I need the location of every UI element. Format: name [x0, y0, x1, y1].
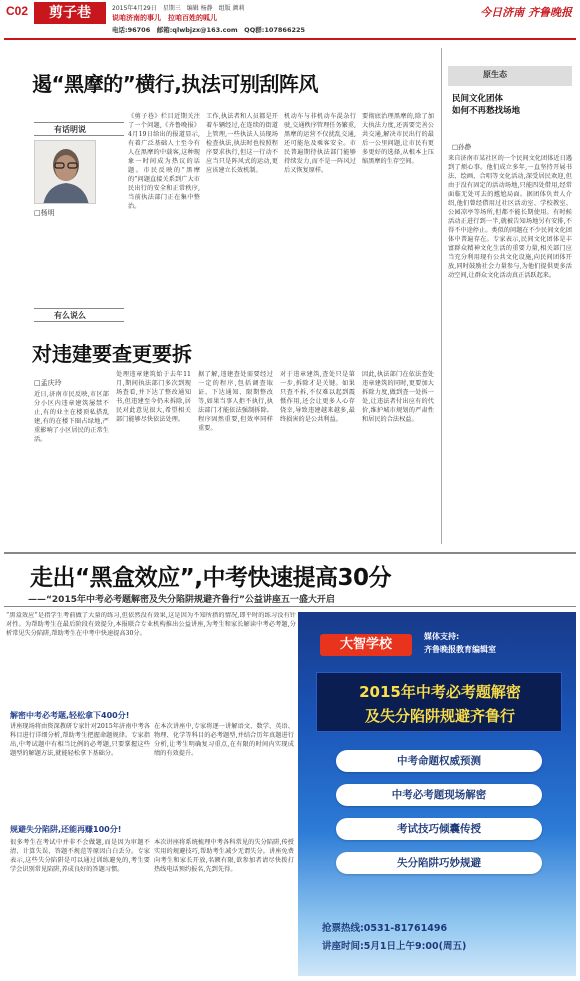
article2-column-3: 据了解,违建查处需要经过一定的程序,包括调查取证、下达通知、限期整改等,如果当事人拒不执行,执法部门才能依法强制拆除。程序固然重要,但效率同样重要。 [198, 371, 273, 432]
sidebar-tag [448, 66, 572, 86]
ad-section1-column-1: 讲座现场将由资深教研专家针对2015年济南中考各科目进行详细分析,帮助考生把握命题规律。专家指出,中考试题中有相当比例的必考题,只要掌握这些题型的解题方法,就能轻松拿下基础分。 [10, 723, 150, 757]
poster-headline-line1: 2015年中考必考题解密 [359, 683, 521, 701]
newspaper-logo: 今日济南 齐鲁晚报 [480, 6, 572, 19]
ad-section1-title: 解密中考必考题,轻松拿下400分! [10, 711, 130, 720]
poster-feature-3: 考试技巧倾囊传授 [336, 818, 542, 840]
article2-tag-label: 有么说么 [54, 311, 86, 320]
article1-column-2: 工作,执法者和人员都是开着车辆经过,在连续的街道上管理,一些执法人员现场检查执法,执法时也按照程序要求执行,但这一行动不应当只是阵风式的运动,更应该建立长效机制。 [206, 113, 278, 174]
header-rule [4, 38, 576, 40]
ad-sub-rule [4, 606, 576, 607]
article1-tag [34, 122, 124, 136]
column-name: 剪子巷 [34, 2, 106, 24]
poster-feature-1: 中考命题权威预测 [336, 750, 542, 772]
column-slogan: 说咱济南的事儿 拉咱百姓的呱儿 [112, 14, 217, 22]
article2-column-4: 对于违章建筑,查处只是第一步,拆除才是关键。如果只查不拆,不仅难以起到震慑作用,还会让更多人心存侥幸,导致违建越来越多,最终损害的是公共利益。 [280, 371, 355, 423]
school-logo: 大智学校 [320, 634, 412, 656]
article1-tag-label: 有话明说 [54, 125, 86, 134]
author-portrait-icon [35, 141, 96, 204]
article2-column-2: 处理违章建筑始于去年11月,期间执法部门多次到现场查看,并下达了整改通知书,但违建至今仍未拆除,居民对此意见很大,希望相关部门能够尽快依法处理。 [116, 371, 191, 423]
contact-info: 电话:96706 邮箱:qlwbjzx@163.com QQ群:107866225 [112, 26, 306, 34]
media-support-label: 媒体支持: [424, 632, 460, 641]
sidebar-author: □孙静 [452, 143, 472, 151]
media-support-name: 齐鲁晚报教育编辑室 [424, 645, 496, 654]
ad-section1-column-2: 在本次讲座中,专家将逐一讲解语文、数学、英语、物理、化学等科目的必考题型,并结合历年真题进行分析,让考生明确复习重点,在有限的时间内实现成绩的有效提升。 [154, 723, 294, 757]
ticket-hotline: 抢票热线:0531-81761496 [322, 923, 448, 934]
lecture-time: 讲座时间:5月1日上午9:00(周五) [322, 941, 467, 952]
ad-lead-paragraph: “黑盒效应”是指学生考前做了大量的练习,但依然没有效果,这是因为不知所措的情况,即平时的练习没有针对性。为帮助考生在最后阶段有效提分,本报联合专业机构推出公益讲座,为考生和家长解读中考必考题,分析常见失分陷阱,帮助考生在中考中快速提高30分。 [6, 612, 296, 637]
sidebar-title-line1: 民间文化团体 [452, 94, 504, 104]
sidebar-title-line2: 如何不再愁找场地 [452, 106, 521, 116]
poster-feature-2: 中考必考题现场解密 [336, 784, 542, 806]
sidebar-body: 来自济南市某社区的一个民间文化团体近日遇到了烦心事。他们成立多年,一直坚持开展书法、绘画、合唱等文化活动,深受居民欢迎,但由于没有固定的活动场地,只能四处借用,经常面临无处可去的尴尬局面。据团体负责人介绍,他们曾经借用过社区活动室、学校教室、公园凉亭等场所,但都不能长期使用。有时候活动正进行到一半,就被告知场地另有安排,不得不中途停止。类似的问题在不少民间文化团体中普遍存在。专家表示,民间文化团体是丰富群众精神文化生活的重要力量,相关部门应当充分利用现有公共文化设施,向民间团体开放,同时鼓励社会力量参与,为他们提供更多活动空间,让群众文化活动真正活跃起来。 [448, 155, 572, 279]
article1-author: □杨明 [34, 209, 55, 217]
lecture-poster [298, 612, 576, 976]
article2-headline: 对违建要查更要拆 [32, 342, 192, 366]
article1-column-3: 机动车与非机动车混杂行驶,交通秩序管理任务繁重,黑摩的运营不仅扰乱交通,还可能危及乘客安全。市民普遍期待执法部门能够持续发力,而不是一阵风过后又恢复原样。 [284, 113, 356, 174]
article2-column-1: 近日,济南市民反映,市区部分小区内违章建筑屡禁不止,有的业主在楼顶私搭乱建,有的在楼下圈占绿地,严重影响了小区居民的正常生活。 [34, 391, 109, 443]
article1-headline: 遏“黑摩的”横行,执法可别刮阵风 [32, 72, 318, 96]
poster-headline-band [316, 672, 562, 732]
edition-meta: 2015年4月29日 星期三 编辑 杨静 组版 颜莉 [112, 5, 245, 12]
ad-section2-title: 规避失分陷阱,还能再赚100分! [10, 825, 122, 834]
poster-headline-line2: 及失分陷阱规避齐鲁行 [364, 707, 515, 725]
author-photo [34, 140, 96, 204]
ad-section2-column-1: 很多考生在考试中并非不会做题,而是因为审题不清、计算失误、答题不规范等原因白白丢分。专家表示,这些失分陷阱是可以通过训练避免的,考生要学会识别常见陷阱,养成良好的答题习惯。 [10, 839, 150, 873]
article2-column-5: 因此,执法部门在依法查处违章建筑的同时,更要加大拆除力度,做到查一处拆一处,让违法者付出应有的代价,维护城市规划的严肃性和居民的合法权益。 [362, 371, 434, 423]
poster-feature-4: 失分陷阱巧妙规避 [336, 852, 542, 874]
ad-section2-column-2: 本次讲座将系统梳理中考各科常见的失分陷阱,传授实用的规避技巧,帮助考生减少无谓失分。讲座免费向考生和家长开放,名额有限,欲参加者请尽快拨打热线电话预约报名,先到先得。 [154, 839, 294, 873]
article2-author: □孟庆玲 [34, 379, 62, 387]
article2-tag [34, 308, 124, 322]
ad-headline: 走出“黑盒效应”,中考快速提高30分 [30, 565, 391, 591]
ad-subheadline: ——“2015年中考必考题解密及失分陷阱规避齐鲁行”公益讲座五一盛大开启 [28, 595, 335, 605]
sidebar-divider [441, 48, 442, 544]
article1-column-1: 《剪子巷》栏目近期关注了一个问题,《齐鲁晚报》4月19日给出的报道显示,有着广泛基础人士至今有人在黑摩的中载客,这种现象一时间成为热议的话题。市民反映的“黑摩的”问题直接关系到广大市民出行的安全和正常秩序,当前执法部门正在集中整治。 [128, 113, 200, 210]
page-number: C02 [6, 4, 29, 18]
ad-top-rule [4, 552, 576, 554]
sidebar-tag-label: 原生态 [483, 70, 507, 79]
article1-column-4: 要彻底治理黑摩的,除了加大执法力度,还需要完善公共交通,解决市民出行的最后一公里问题,让市民有更多更好的选择,从根本上压缩黑摩的生存空间。 [362, 113, 434, 165]
